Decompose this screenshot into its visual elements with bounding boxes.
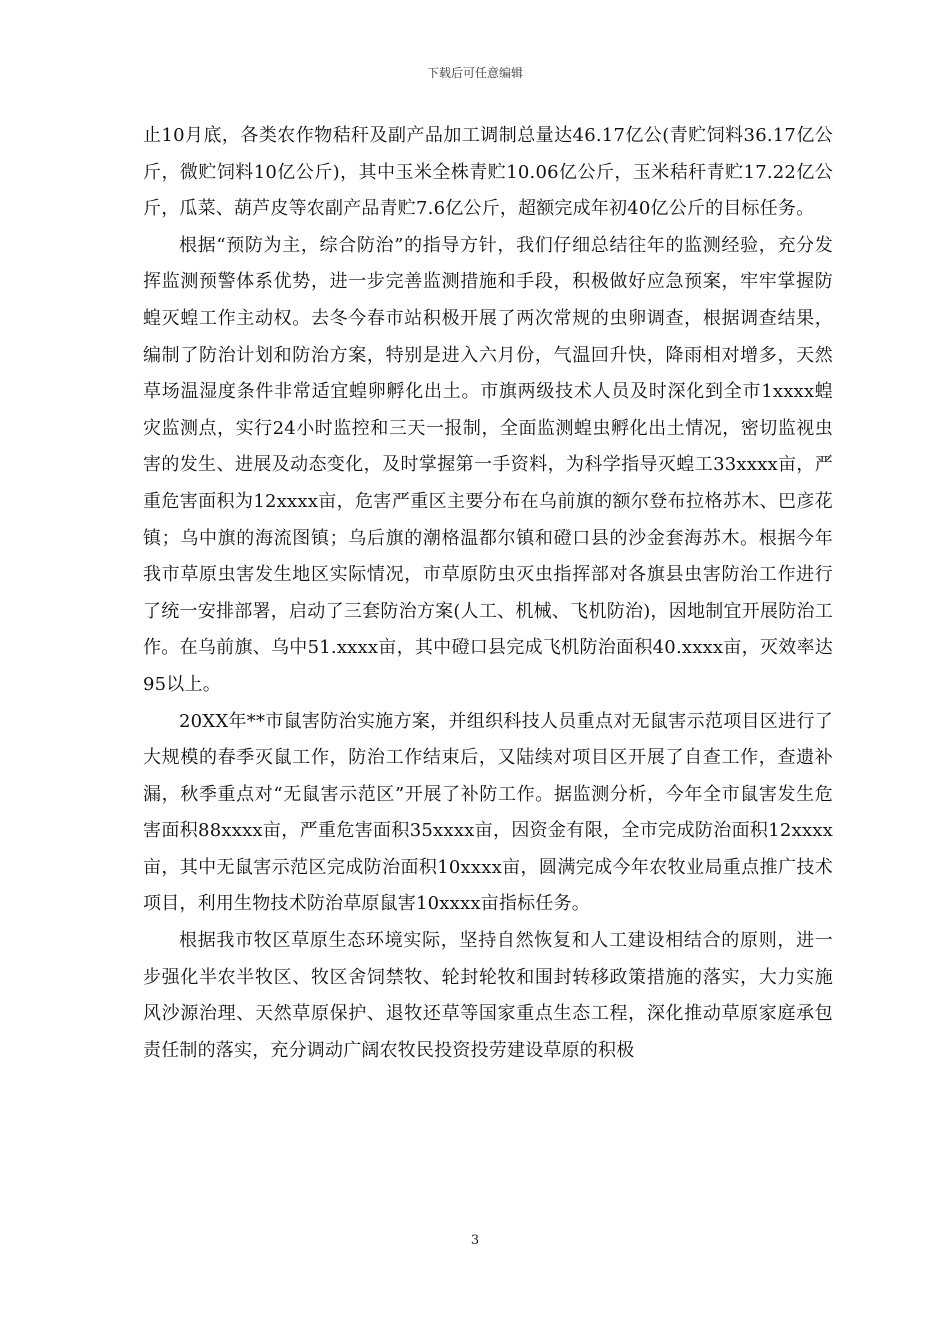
- paragraph-1: 止10月底，各类农作物秸秆及副产品加工调制总量达46.17亿公(青贮饲料36.17亿公斤，微贮饲料10亿公斤)，其中玉米全株青贮10.06亿公斤，玉米秸秆青贮17.22亿公斤，瓜菜、葫芦皮等农副产品青贮7.6亿公斤，超额完成年初40亿公斤的目标任务。: [143, 125, 833, 220]
- paragraph-2: 根据“预防为主，综合防治”的指导方针，我们仔细总结往年的监测经验，充分发挥监测预警体系优势，进一步完善监测措施和手段，积极做好应急预案，牢牢掌握防蝗灭蝗工作主动权。去冬今春市站积极开展了两次常规的虫卵调查，根据调查结果，编制了防治计划和防治方案，特别是进入六月份，气温回升快，降雨相对增多，天然草场温湿度条件非常适宜蝗卵孵化出土。市旗两级技术人员及时深化到全市1xxxx蝗灾监测点，实行24小时监控和三天一报制，全面监测蝗虫孵化出土情况，密切监视虫害的发生、进展及动态变化，及时掌握第一手资料，为科学指导灭蝗工33xxxx亩，严重危害面积为12xxxx亩，危害严重区主要分布在乌前旗的额尔登布拉格苏木、巴彦花镇；乌中旗的海流图镇；乌后旗的潮格温都尔镇和磴口县的沙金套海苏木。根据今年我市草原虫害发生地区实际情况，市草原防虫灭虫指挥部对各旗县虫害防治工作进行了统一安排部署，启动了三套防治方案(人工、机械、飞机防治)，因地制宜开展防治工作。在乌前旗、乌中51.xxxx亩，其中磴口县完成飞机防治面积40.xxxx亩，灭效率达95以上。: [143, 234, 833, 695]
- page-number: 3: [470, 1233, 480, 1248]
- paragraph-4: 根据我市牧区草原生态环境实际，坚持自然恢复和人工建设相结合的原则，进一步强化半农半牧区、牧区舍饲禁牧、轮封轮牧和围封转移政策措施的落实，大力实施风沙源治理、天然草原保护、退牧还草等国家重点生态工程，深化推动草原家庭承包责任制的落实，充分调动广阔农牧民投资投劳建设草原的积极: [143, 930, 833, 1061]
- paragraph-3: 20XX年**市鼠害防治实施方案，并组织科技人员重点对无鼠害示范项目区进行了大规模的春季灭鼠工作，防治工作结束后，又陆续对项目区开展了自查工作，查遗补漏，秋季重点对“无鼠害示范区”开展了补防工作。据监测分析，今年全市鼠害发生危害面积88xxxx亩，严重危害面积35xxxx亩，因资金有限，全市完成防治面积12xxxx亩，其中无鼠害示范区完成防治面积10xxxx亩，圆满完成今年农牧业局重点推广技术项目，利用生物技术防治草原鼠害10xxxx亩指标任务。: [143, 710, 833, 915]
- page-header: 下载后可任意编辑: [426, 66, 523, 80]
- document-body: [143, 118, 833, 1069]
